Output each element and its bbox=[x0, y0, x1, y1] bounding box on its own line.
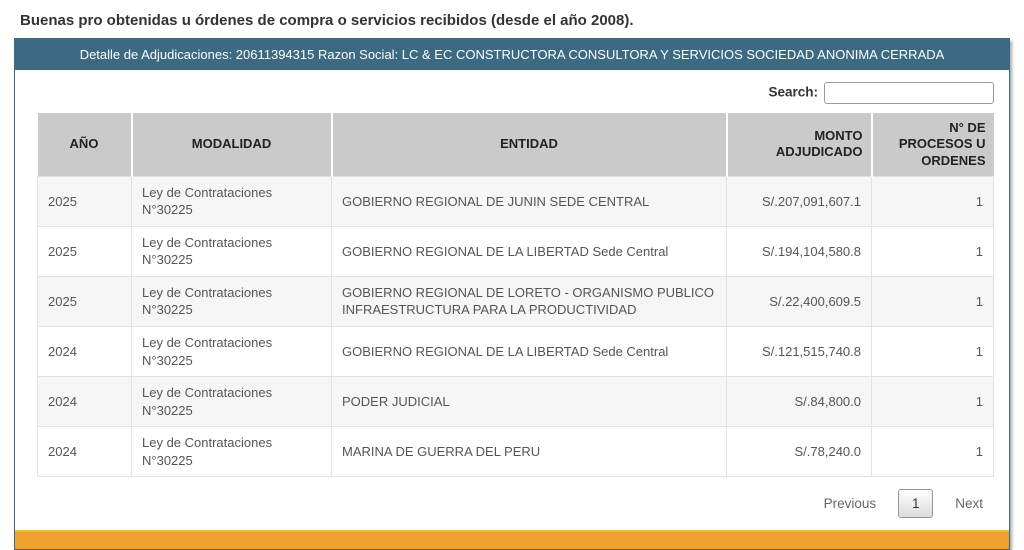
cell-year: 2024 bbox=[38, 377, 132, 427]
table-body bbox=[38, 176, 994, 477]
cell-entity: MARINA DE GUERRA DEL PERU bbox=[332, 427, 727, 477]
footer-bar bbox=[15, 530, 1009, 549]
cell-process-count: 1 bbox=[872, 176, 994, 226]
column-header-year[interactable]: AÑO bbox=[38, 113, 132, 176]
column-header-entity[interactable]: ENTIDAD bbox=[332, 113, 727, 176]
search-label: Search: bbox=[768, 84, 818, 100]
cell-year: 2024 bbox=[38, 327, 132, 377]
cell-entity: GOBIERNO REGIONAL DE LORETO - ORGANISMO PUBLICO INFRAESTRUCTURA PARA LA PRODUCTIVIDAD bbox=[332, 276, 727, 326]
column-header-modality[interactable]: MODALIDAD bbox=[132, 113, 332, 176]
pagination bbox=[37, 489, 994, 518]
cell-process-count: 1 bbox=[872, 427, 994, 477]
table-row bbox=[38, 327, 994, 377]
pagination-page-1-button[interactable]: 1 bbox=[898, 489, 934, 518]
panel-body bbox=[15, 70, 1009, 530]
pagination-next-button[interactable]: Next bbox=[955, 496, 983, 512]
table-row bbox=[38, 226, 994, 276]
cell-process-count: 1 bbox=[872, 276, 994, 326]
cell-modality: Ley de Contrataciones N°30225 bbox=[132, 427, 332, 477]
cell-process-count: 1 bbox=[872, 226, 994, 276]
cell-year: 2025 bbox=[38, 176, 132, 226]
cell-process-count: 1 bbox=[872, 327, 994, 377]
pagination-previous-button[interactable]: Previous bbox=[823, 496, 877, 512]
cell-modality: Ley de Contrataciones N°30225 bbox=[132, 176, 332, 226]
cell-year: 2024 bbox=[38, 427, 132, 477]
cell-amount: S/.22,400,609.5 bbox=[727, 276, 872, 326]
cell-process-count: 1 bbox=[872, 377, 994, 427]
table-row bbox=[38, 176, 994, 226]
cell-amount: S/.121,515,740.8 bbox=[727, 327, 872, 377]
search-bar bbox=[37, 82, 994, 104]
cell-amount: S/.84,800.0 bbox=[727, 377, 872, 427]
table-row bbox=[38, 377, 994, 427]
cell-entity: GOBIERNO REGIONAL DE JUNIN SEDE CENTRAL bbox=[332, 176, 727, 226]
table-row bbox=[38, 276, 994, 326]
adjudications-table bbox=[37, 113, 994, 477]
adjudications-panel bbox=[14, 38, 1010, 550]
cell-modality: Ley de Contrataciones N°30225 bbox=[132, 327, 332, 377]
cell-entity: PODER JUDICIAL bbox=[332, 377, 727, 427]
cell-year: 2025 bbox=[38, 226, 132, 276]
cell-modality: Ley de Contrataciones N°30225 bbox=[132, 377, 332, 427]
cell-amount: S/.78,240.0 bbox=[727, 427, 872, 477]
cell-amount: S/.207,091,607.1 bbox=[727, 176, 872, 226]
search-input[interactable] bbox=[824, 82, 994, 104]
cell-modality: Ley de Contrataciones N°30225 bbox=[132, 226, 332, 276]
column-header-amount[interactable]: MONTO ADJUDICADO bbox=[727, 113, 872, 176]
table-header-row bbox=[38, 113, 994, 176]
page-title: Buenas pro obtenidas u órdenes de compra o servicios recibidos (desde el año 2008). bbox=[20, 12, 634, 29]
cell-entity: GOBIERNO REGIONAL DE LA LIBERTAD Sede Central bbox=[332, 327, 727, 377]
panel-header-text: Detalle de Adjudicaciones: 20611394315 Razon Social: LC & EC CONSTRUCTORA CONSULTORA Y SERVICIOS SOCIEDAD ANONIMA CERRADA bbox=[79, 47, 945, 62]
cell-year: 2025 bbox=[38, 276, 132, 326]
cell-amount: S/.194,104,580.8 bbox=[727, 226, 872, 276]
panel-header bbox=[15, 39, 1009, 70]
column-header-process-count[interactable]: N° DE PROCESOS U ORDENES bbox=[872, 113, 994, 176]
cell-modality: Ley de Contrataciones N°30225 bbox=[132, 276, 332, 326]
cell-entity: GOBIERNO REGIONAL DE LA LIBERTAD Sede Central bbox=[332, 226, 727, 276]
